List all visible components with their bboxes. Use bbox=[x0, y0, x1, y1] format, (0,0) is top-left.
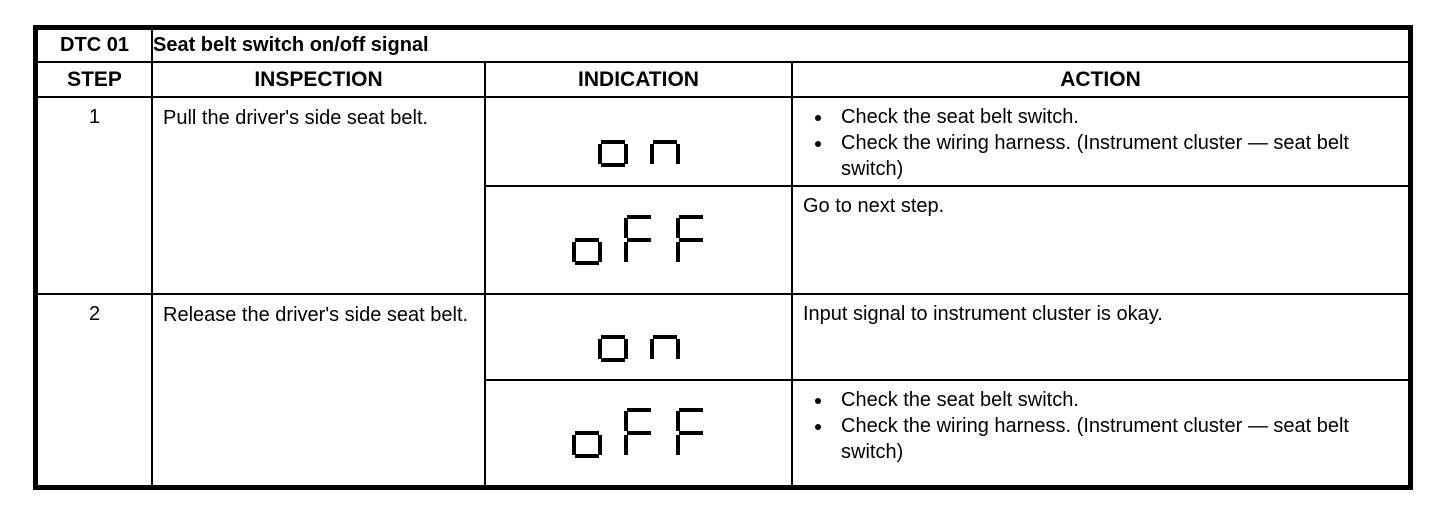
segment bbox=[575, 431, 599, 435]
segment bbox=[598, 435, 602, 455]
header-row bbox=[37, 62, 1409, 97]
segment bbox=[624, 339, 628, 359]
segment bbox=[575, 454, 599, 458]
segment bbox=[624, 144, 628, 164]
dtc-title: Seat belt switch on/off signal bbox=[152, 29, 1409, 62]
segment bbox=[679, 431, 703, 435]
segment-digit-F bbox=[676, 408, 703, 455]
segment bbox=[624, 242, 628, 262]
segment bbox=[676, 411, 680, 431]
segment bbox=[624, 435, 628, 455]
action-bullet: • Check the seat belt switch. bbox=[833, 104, 1396, 130]
segment bbox=[575, 238, 599, 242]
segment bbox=[598, 144, 602, 164]
header-step: STEP bbox=[37, 62, 152, 97]
action-text: Go to next step. bbox=[792, 186, 1409, 294]
segment bbox=[601, 163, 625, 167]
segment bbox=[627, 238, 651, 242]
segment bbox=[650, 339, 654, 359]
table-row bbox=[37, 97, 1409, 186]
segment-digit-n bbox=[650, 140, 680, 164]
segment bbox=[601, 335, 625, 339]
segment-digit-o bbox=[572, 238, 602, 265]
segment bbox=[653, 140, 677, 144]
segment bbox=[598, 339, 602, 359]
segment bbox=[601, 140, 625, 144]
table-row bbox=[37, 294, 1409, 380]
action-cell bbox=[792, 97, 1409, 186]
segment bbox=[676, 144, 680, 164]
indication-display bbox=[485, 97, 792, 186]
segment bbox=[679, 238, 703, 242]
indication-display bbox=[485, 186, 792, 294]
indication-display bbox=[485, 294, 792, 380]
segment bbox=[572, 435, 576, 455]
segment bbox=[627, 431, 651, 435]
action-cell bbox=[792, 380, 1409, 486]
segment bbox=[676, 218, 680, 238]
segment bbox=[624, 218, 628, 238]
segment bbox=[598, 242, 602, 262]
action-list bbox=[803, 387, 1396, 465]
step-number: 1 bbox=[37, 97, 152, 294]
action-text: Input signal to instrument cluster is okay. bbox=[792, 294, 1409, 380]
action-list bbox=[803, 104, 1396, 182]
segment-digit-o bbox=[572, 431, 602, 458]
header-indication: INDICATION bbox=[485, 62, 792, 97]
segment bbox=[627, 215, 651, 219]
seven-segment-display bbox=[572, 408, 706, 458]
segment-digit-n bbox=[650, 335, 680, 359]
segment bbox=[624, 411, 628, 431]
action-bullet: • Check the wiring harness. (Instrument cluster — seat belt switch) bbox=[833, 413, 1396, 465]
segment bbox=[676, 242, 680, 262]
action-bullet: • Check the wiring harness. (Instrument cluster — seat belt switch) bbox=[833, 130, 1396, 182]
segment-digit-F bbox=[624, 215, 651, 262]
segment-digit-o bbox=[598, 335, 628, 362]
inspection-text: Release the driver's side seat belt. bbox=[152, 294, 485, 486]
segment bbox=[676, 339, 680, 359]
dtc-table bbox=[33, 25, 1413, 490]
segment-digit-F bbox=[676, 215, 703, 262]
seven-segment-display bbox=[598, 312, 680, 362]
segment bbox=[679, 215, 703, 219]
segment bbox=[627, 408, 651, 412]
inspection-text: Pull the driver's side seat belt. bbox=[152, 97, 485, 294]
action-bullet: • Check the seat belt switch. bbox=[833, 387, 1396, 413]
title-row bbox=[37, 29, 1409, 62]
segment bbox=[601, 358, 625, 362]
segment bbox=[575, 261, 599, 265]
segment-digit-F bbox=[624, 408, 651, 455]
segment bbox=[650, 144, 654, 164]
segment bbox=[679, 408, 703, 412]
header-action: ACTION bbox=[792, 62, 1409, 97]
segment-digit-o bbox=[598, 140, 628, 167]
dtc-code: DTC 01 bbox=[37, 29, 152, 62]
segment bbox=[676, 435, 680, 455]
step-number: 2 bbox=[37, 294, 152, 486]
segment bbox=[653, 335, 677, 339]
segment bbox=[572, 242, 576, 262]
seven-segment-display bbox=[572, 215, 706, 265]
seven-segment-display bbox=[598, 117, 680, 167]
indication-display bbox=[485, 380, 792, 486]
header-inspection: INSPECTION bbox=[152, 62, 485, 97]
